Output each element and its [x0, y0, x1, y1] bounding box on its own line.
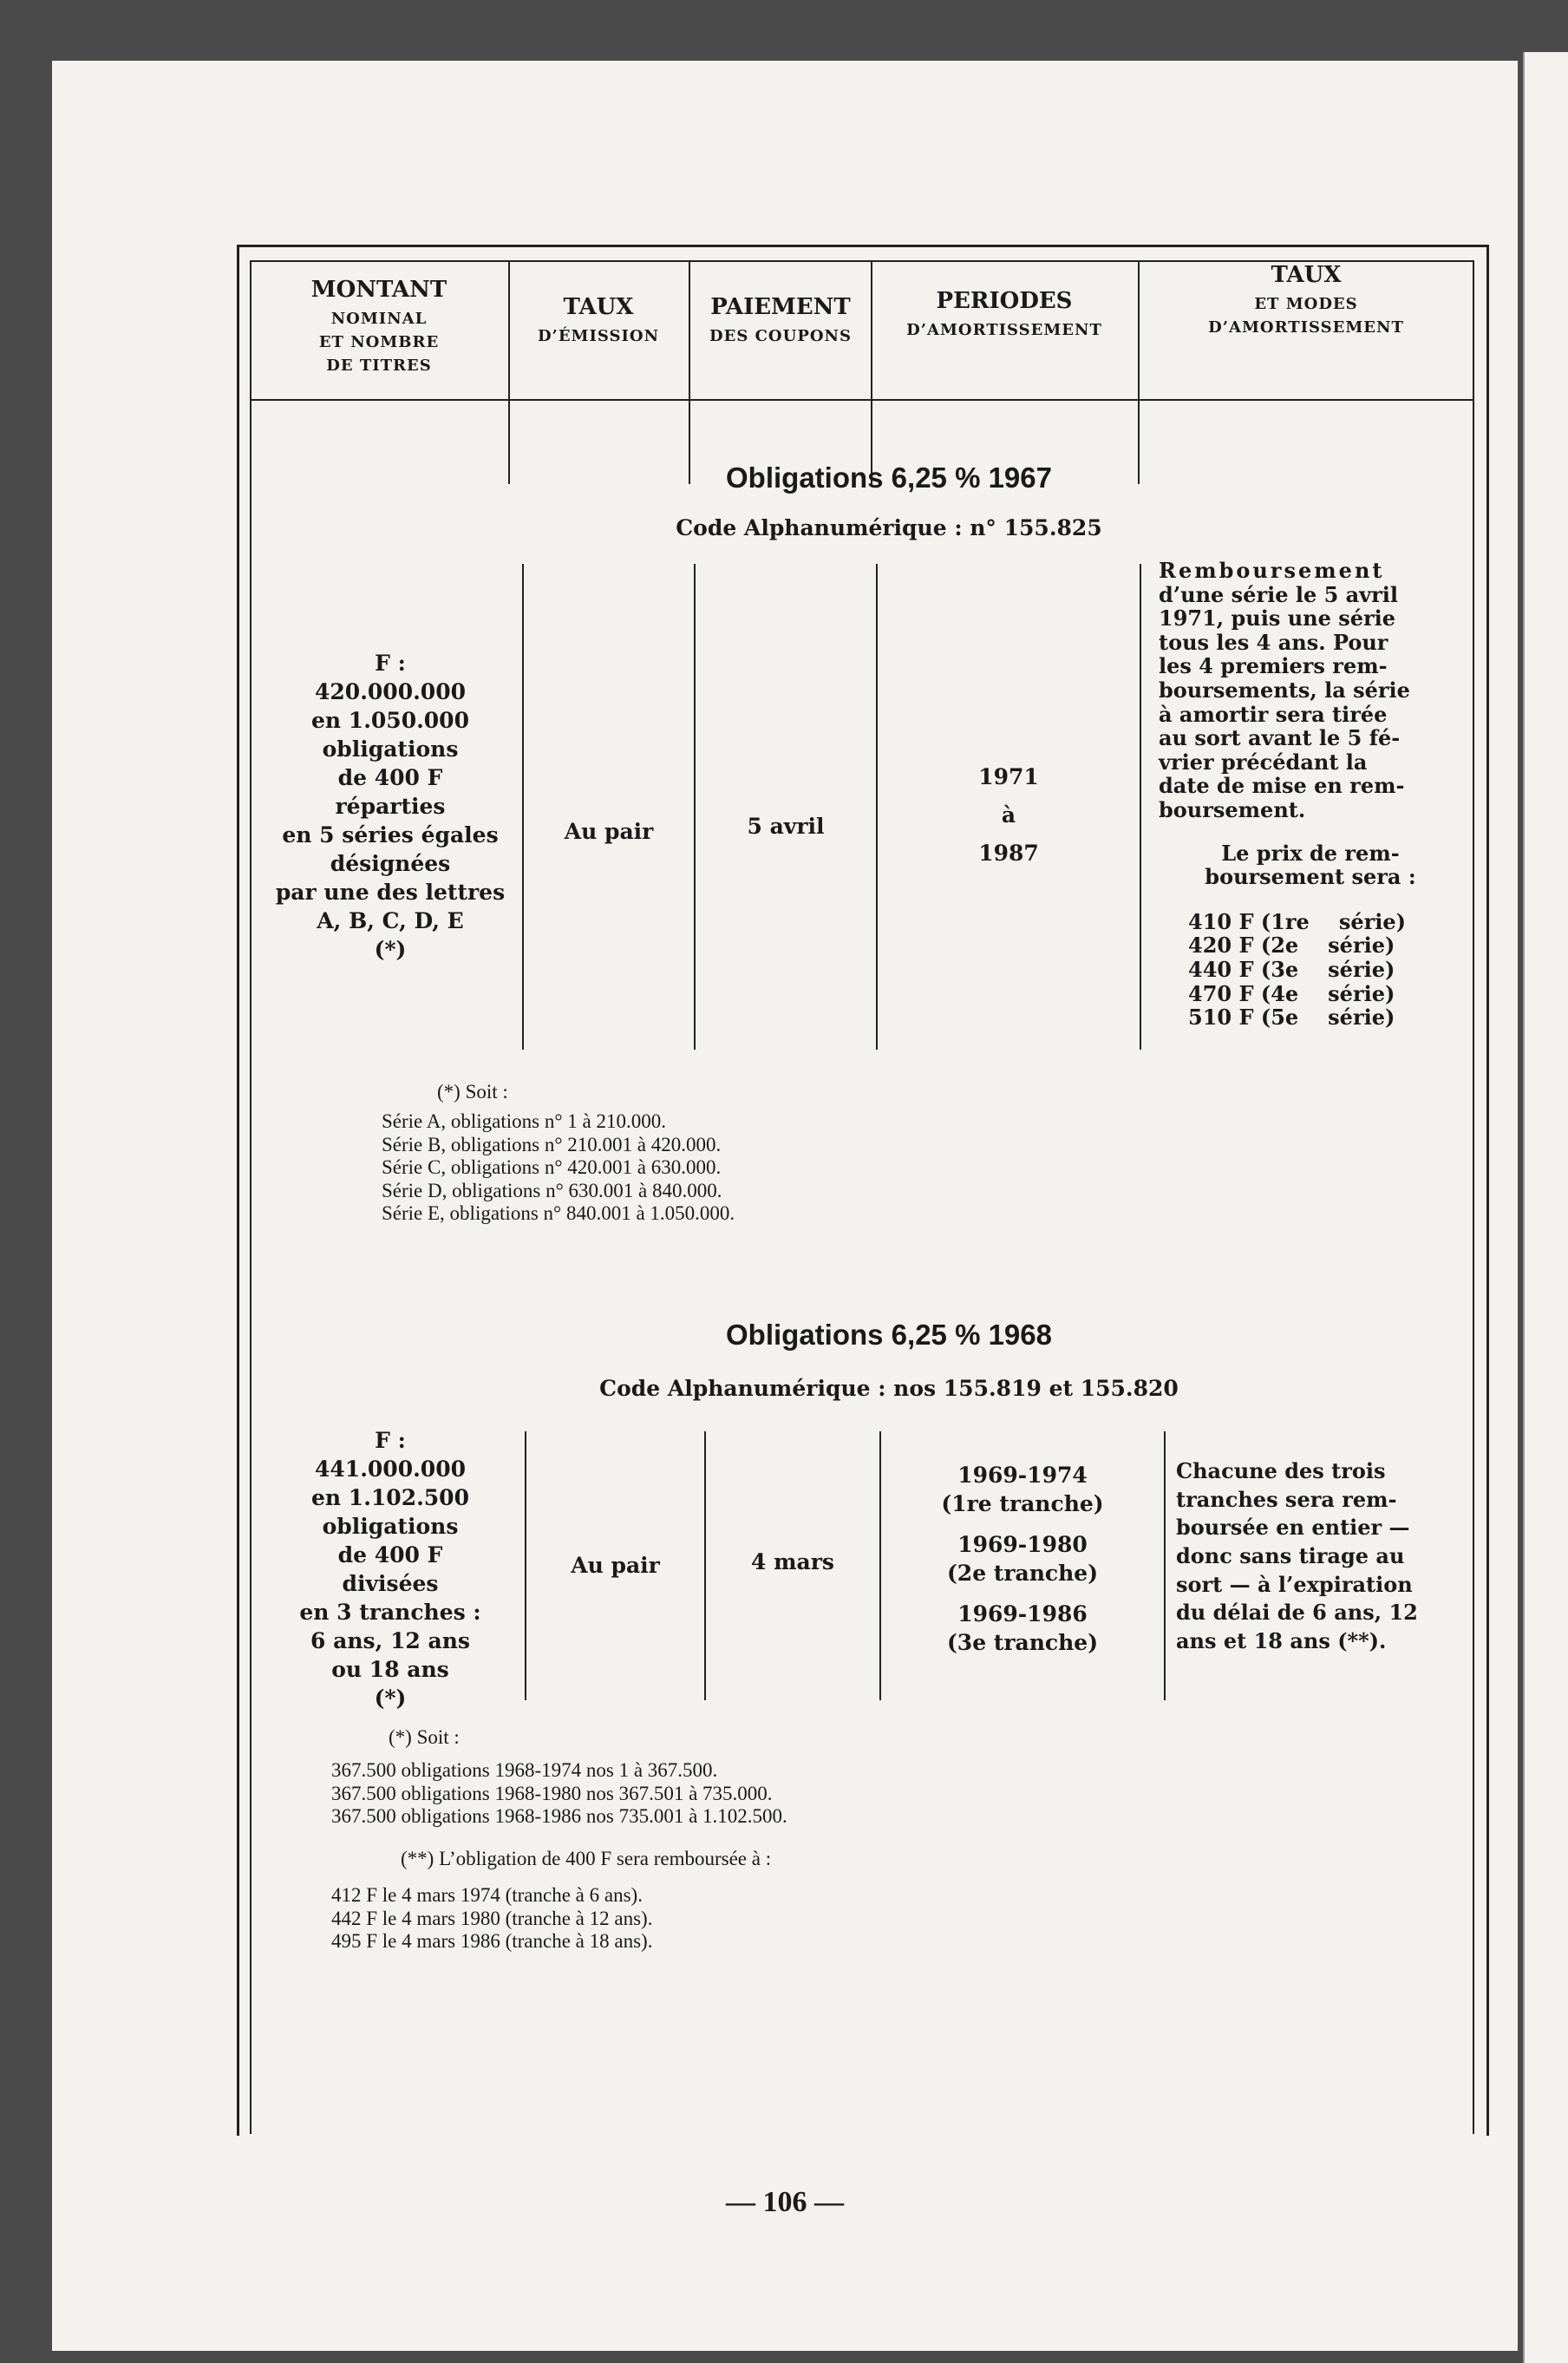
section2-periodes: 1969-1974 (1re tranche) 1969-1980 (2e tranche) 1969-1986 (3e tranche) — [941, 1463, 1104, 1655]
prix-row: 410 F (1re série) — [1188, 908, 1406, 934]
prix-row: 470 F (4e série) — [1188, 980, 1395, 1006]
header-bottom-border — [250, 399, 1474, 401]
section2-paiement: 4 mars — [751, 1549, 834, 1574]
prix-row: 440 F (3e série) — [1188, 956, 1395, 982]
column-divider — [525, 1431, 526, 1700]
header-taux-emission: TAUX D’ÉMISSION — [537, 294, 660, 345]
table-top-border — [237, 245, 1489, 247]
section1-paiement: 5 avril — [747, 814, 825, 839]
page-number: — 106 — — [726, 2186, 844, 2218]
header-taux-modes: TAUX ET MODES D’AMORTISSEMENT — [1208, 262, 1404, 337]
header-montant: MONTANT NOMINAL ET NOMBRE DE TITRES — [310, 277, 448, 375]
header-divider — [508, 260, 510, 484]
column-divider — [879, 1431, 881, 1700]
section1-periodes: 1971 à 1987 — [978, 764, 1039, 866]
header-divider — [689, 260, 690, 484]
header-paiement: PAIEMENT DES COUPONS — [709, 294, 852, 345]
header-divider — [871, 260, 872, 484]
column-divider — [1140, 564, 1141, 1050]
adjacent-page-edge — [1523, 52, 1568, 2363]
prix-row: 510 F (5e série) — [1188, 1005, 1395, 1031]
table-inner-right-border — [1473, 260, 1474, 2134]
header-periodes: PERIODES D’AMORTISSEMENT — [906, 288, 1102, 339]
table-right-border — [1486, 245, 1489, 2136]
section1-notes: (*) Soit : Série A, obligations n° 1 à 210.000. Série B, obligations n° 210.001 à 420.000. Série C, obligations n° 420.001 à 630.000. Série D, obligations n° 630.001 à 840.000. Série E, obligations n° 840.001 à 1.050.000. — [382, 1081, 735, 1225]
column-divider — [876, 564, 878, 1050]
prix-row: 420 F (2e série) — [1188, 933, 1395, 959]
column-divider — [694, 564, 696, 1050]
column-divider — [1164, 1431, 1166, 1700]
section1-montant: F : 420.000.000 en 1.050.000 obligations de 400 F réparties en 5 séries égales désignées par une des lettres A, B, C, D, E (*) — [275, 651, 506, 962]
section1-code: Code Alphanumérique : n° 155.825 — [676, 515, 1102, 540]
section1-modes: Remboursement d’une série le 5 avril 1971, puis une série tous les 4 ans. Pour les 4 premiers rem- boursements, la série à amortir sera tirée au sort avant le 5 fé- vrier précédant la date de mise en rem- boursement. Le prix de rem- boursement sera : 410 F (1re série) 420 F (2e série) 440 F (3e série) 470 F (4e série) 510 F (5e série) — [1159, 559, 1462, 1030]
column-divider — [704, 1431, 706, 1700]
table-inner-left-border — [250, 260, 252, 2134]
header-divider — [1138, 260, 1140, 484]
section2-notes: (*) Soit : 367.500 obligations 1968-1974 nos 1 à 367.500. 367.500 obligations 1968-1980 nos 367.501 à 735.000. 367.500 obligations 1968-1986 nos 735.001 à 1.102.500. (**) L’obligation de 400 F sera remboursée à : 412 F le 4 mars 1974 (tranche à 6 ans). 442 F le 4 mars 1980 (tranche à 12 ans). 495 F le 4 mars 1986 (tranche à 18 ans). — [331, 1726, 787, 1953]
section2-modes: Chacune des trois tranches sera rem- boursée en entier — donc sans tirage au sort — à l’expiration du délai de 6 ans, 12 ans et 18 ans (**). — [1176, 1458, 1418, 1653]
section2-code: Code Alphanumérique : nos 155.819 et 155.820 — [599, 1376, 1179, 1401]
column-divider — [522, 564, 524, 1050]
section1-title: Obligations 6,25 % 1967 — [726, 461, 1052, 494]
section2-montant: F : 441.000.000 en 1.102.500 obligations de 400 F divisées en 3 tranches : 6 ans, 12 ans ou 18 ans (*) — [299, 1428, 481, 1711]
prix-list — [1159, 910, 1462, 1030]
section2-title: Obligations 6,25 % 1968 — [726, 1319, 1052, 1351]
section2-taux: Au pair — [571, 1553, 660, 1578]
table-left-border — [237, 245, 239, 2136]
section1-taux: Au pair — [564, 819, 654, 844]
document-page — [52, 61, 1518, 2351]
